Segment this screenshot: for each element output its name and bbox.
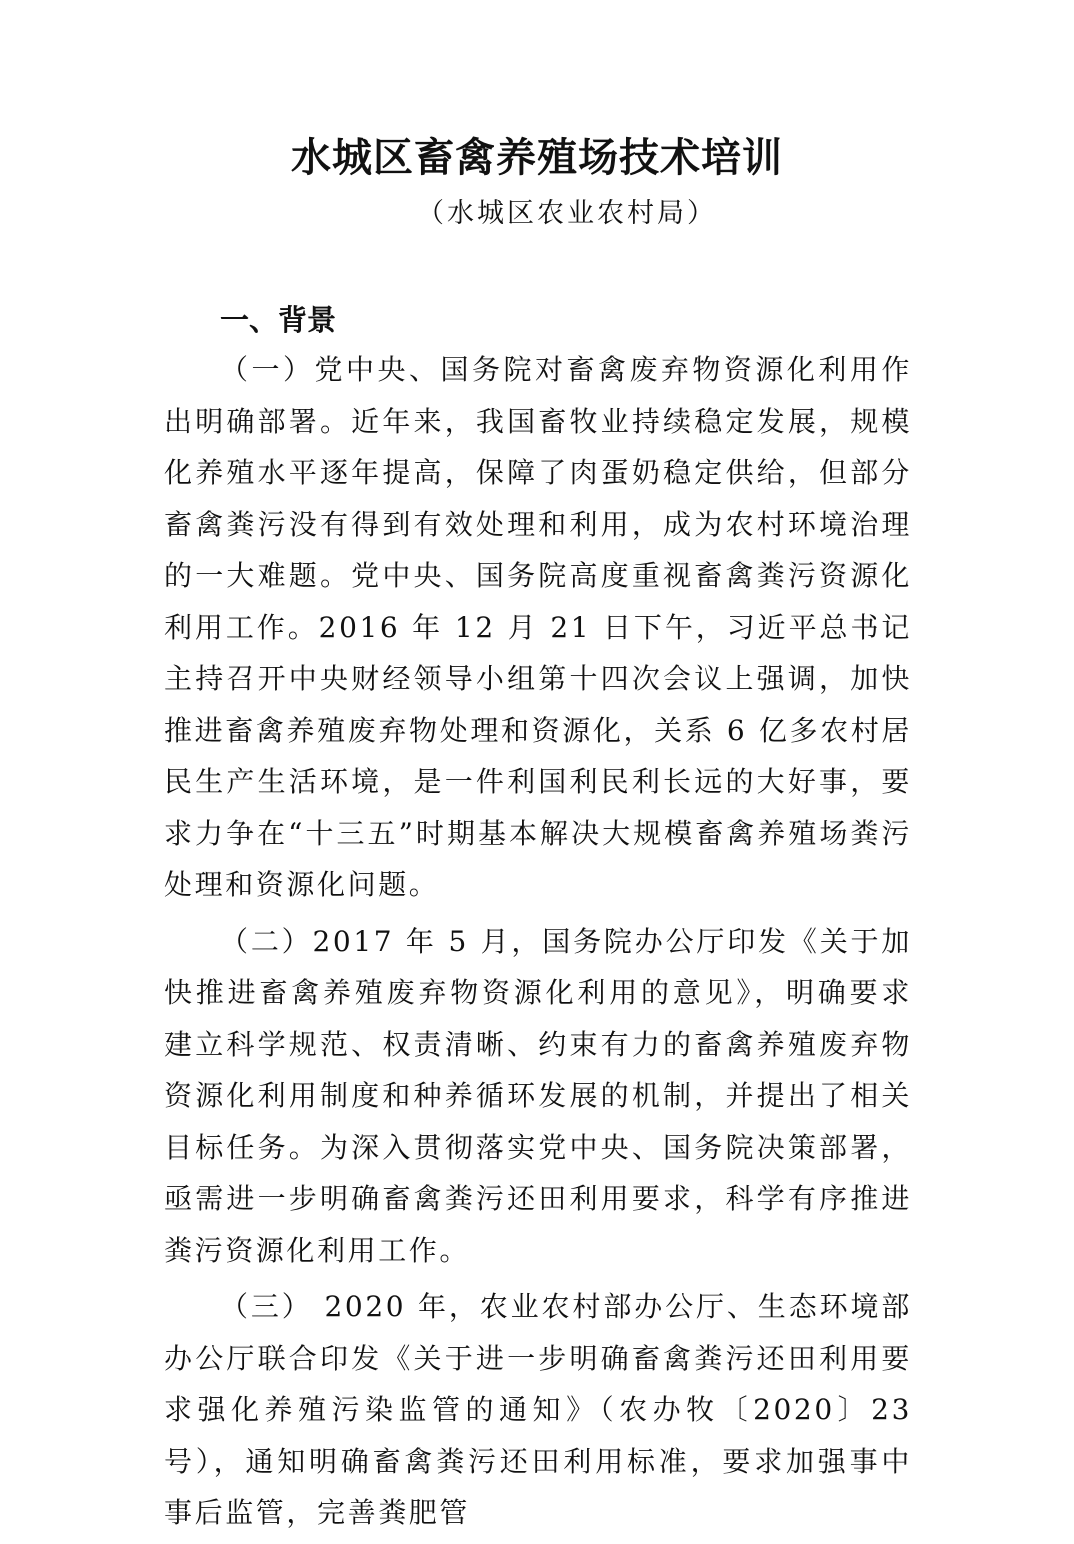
paragraph-1: （一）党中央、国务院对畜禽废弃物资源化利用作出明确部署。近年来，我国畜牧业持续稳定发展，规模化养殖水平逐年提高，保障了肉蛋奶稳定供给，但部分畜禽粪污没有得到有效处理和利用，成为农村环境治理的一大难题。党中央、国务院高度重视畜禽粪污资源化利用工作。2016 年 12 月 21 日下午，习近平总书记主持召开中央财经领导小组第十四次会议上强调，加快推进畜禽养殖废弃物处理和资源化，关系 6 亿多农村居民生产生活环境，是一件利国利民利长远的大好事，要求力争在“十三五”时期基本解决大规模畜禽养殖场粪污处理和资源化问题。 — [164, 353, 912, 901]
section-body — [164, 344, 912, 1544]
paragraph-3: （三） 2020 年，农业农村部办公厅、生态环境部办公厅联合印发《关于进一步明确畜禽粪污还田利用要求强化养殖污染监管的通知》（农办牧〔2020〕23 号），通知明确畜禽粪污还田利用标准，要求加强事中事后监管，完善粪肥管 — [164, 1290, 912, 1529]
document-title: 水城区畜禽养殖场技术培训 — [291, 135, 783, 181]
section-heading-background: 一、背景 — [220, 303, 337, 337]
paragraph-2: （二）2017 年 5 月，国务院办公厅印发《关于加快推进畜禽养殖废弃物资源化利用的意见》，明确要求建立科学规范、权责清晰、约束有力的畜禽养殖废弃物资源化利用制度和种养循环发展的机制，并提出了相关目标任务。为深入贯彻落实党中央、国务院决策部署，亟需进一步明确畜禽粪污还田利用要求，科学有序推进粪污资源化利用工作。 — [164, 924, 912, 1267]
document-subtitle: （水城区农业农村局） — [417, 198, 717, 229]
